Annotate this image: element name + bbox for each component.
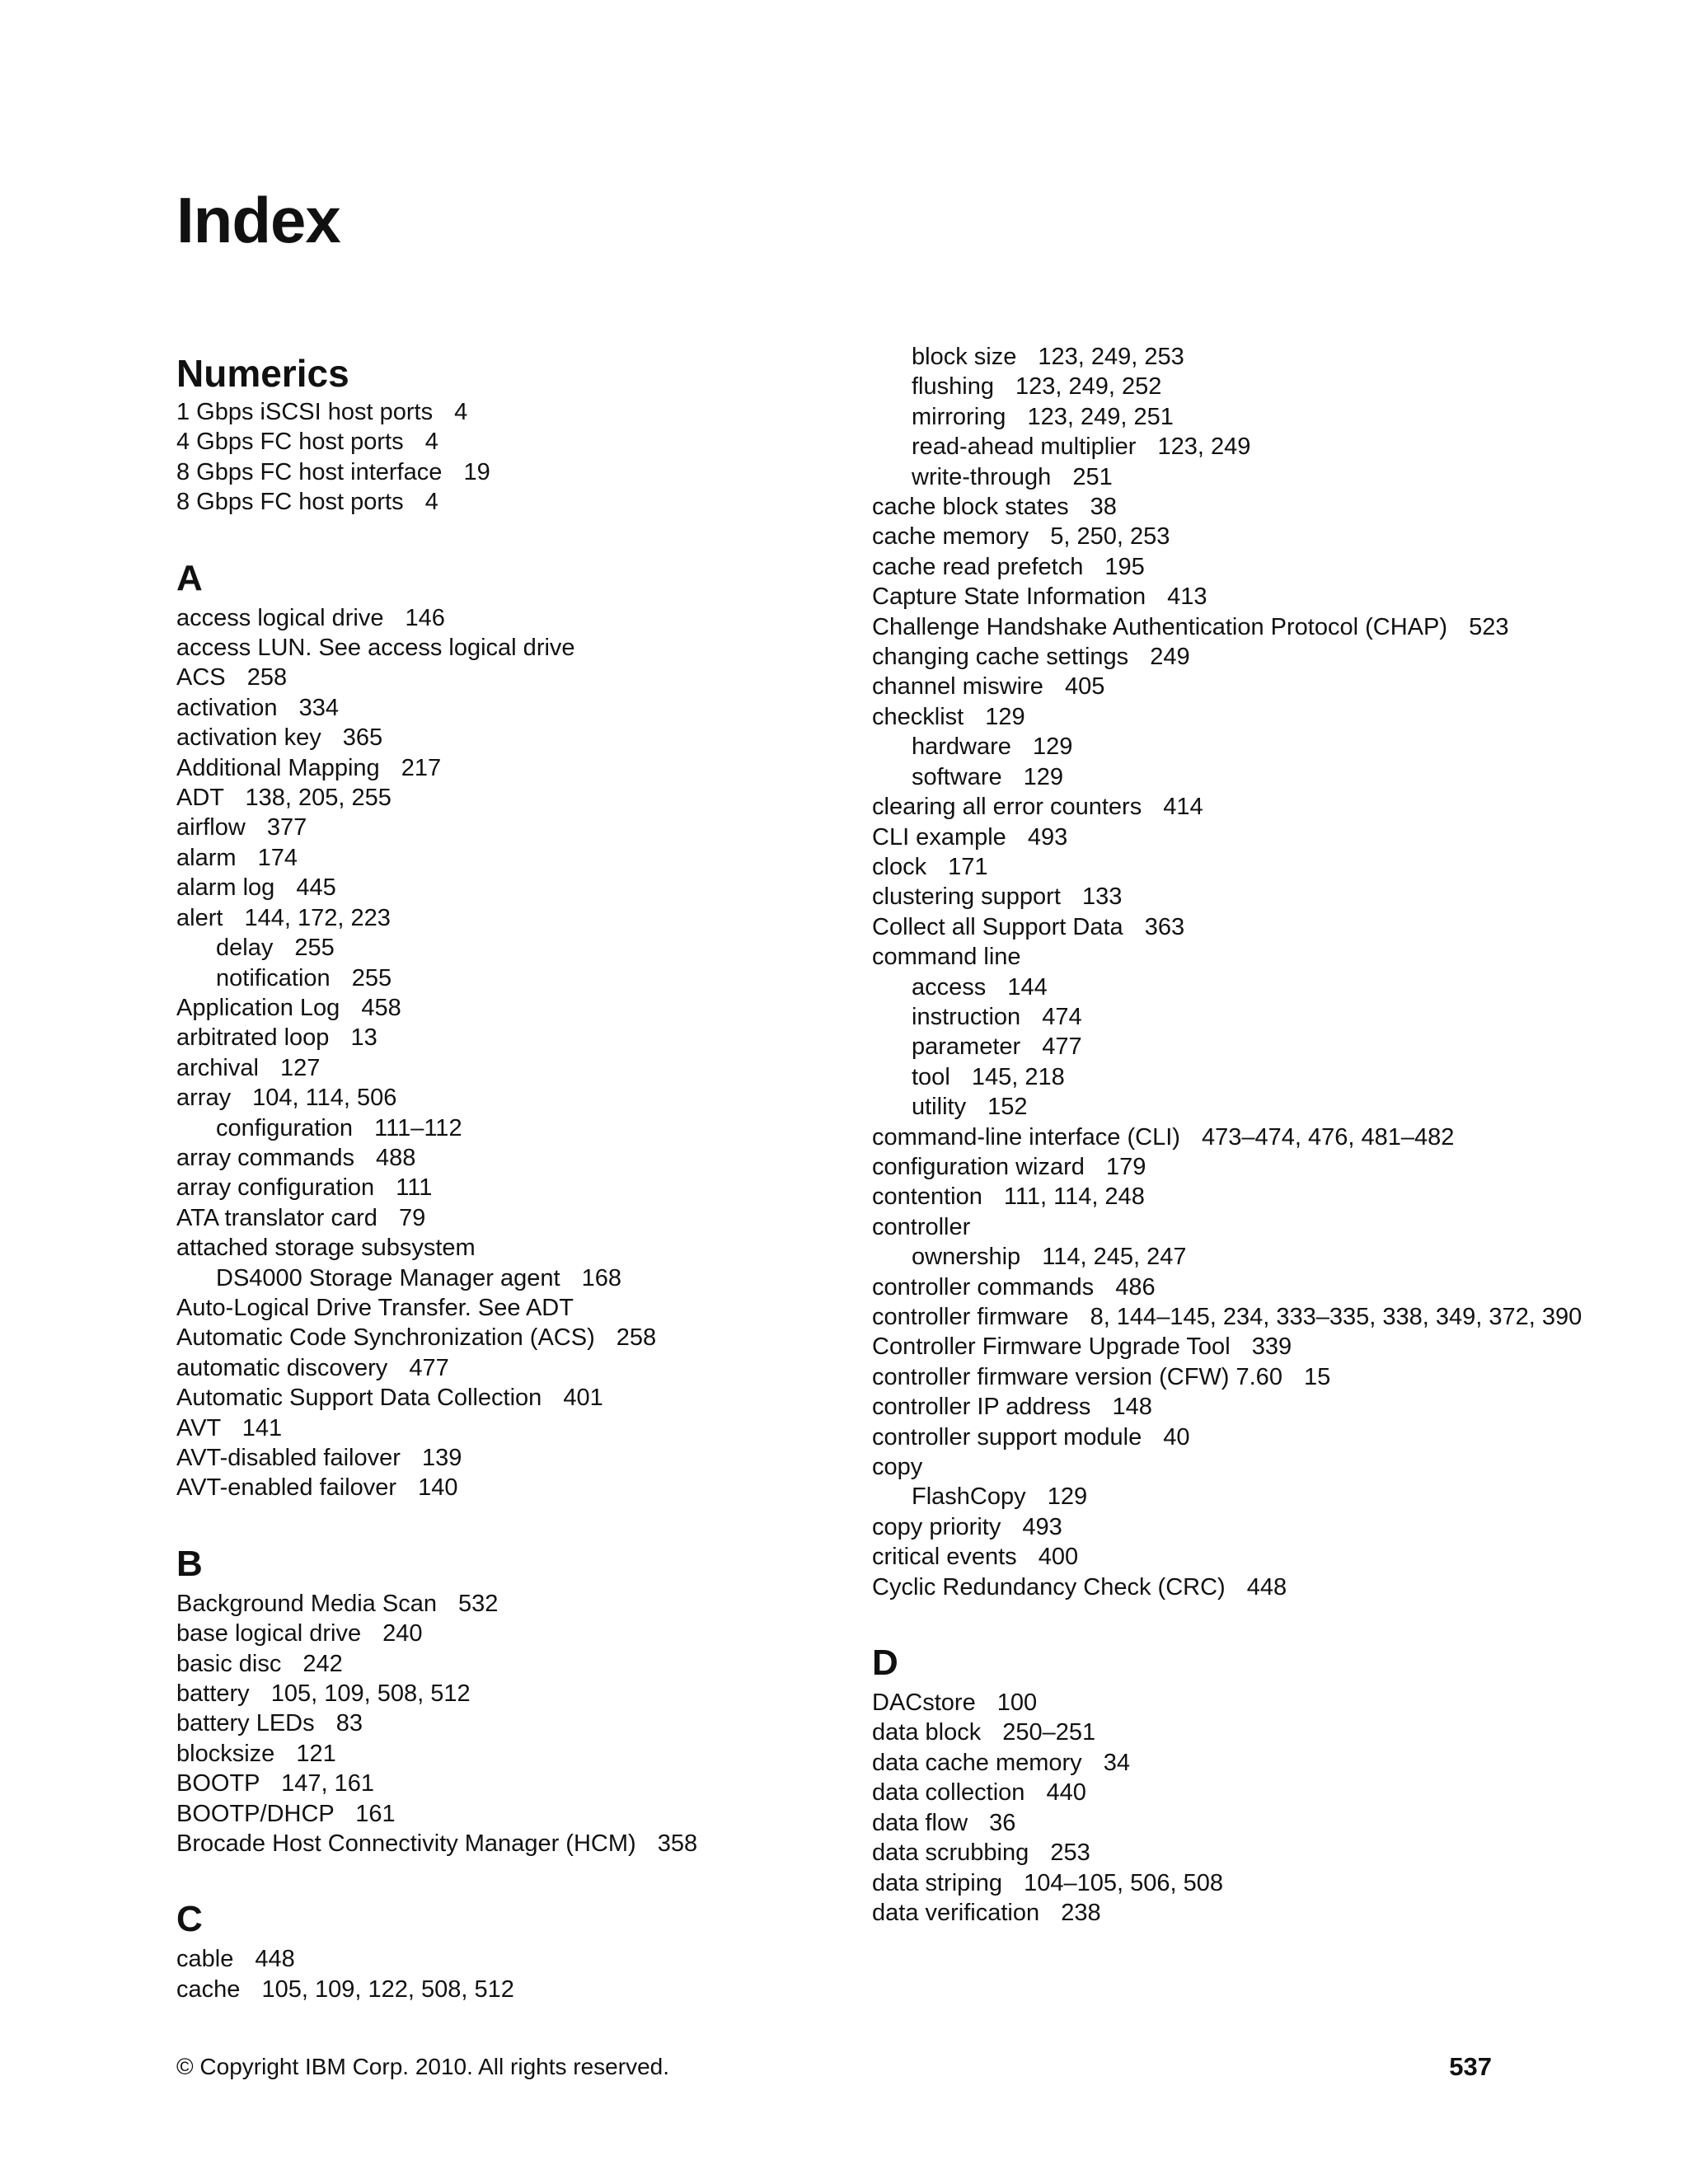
index-term: data block	[872, 1719, 982, 1746]
index-term: cache memory	[872, 523, 1029, 551]
index-page-refs: 138, 205, 255	[245, 785, 392, 812]
index-entry	[872, 1152, 1614, 1182]
index-page-refs: 79	[398, 1204, 426, 1231]
index-section	[176, 1543, 836, 1859]
index-term: configuration	[216, 1114, 354, 1141]
index-entry	[872, 1422, 1614, 1452]
index-term: Additional Mapping	[176, 754, 380, 781]
index-page-refs: 258	[246, 664, 288, 691]
index-page-refs: 127	[280, 1054, 321, 1081]
index-term: AVT-enabled failover	[176, 1474, 397, 1502]
index-term: DACstore	[872, 1690, 976, 1717]
index-term: Capture State Information	[872, 583, 1146, 611]
index-page-refs: 147, 161	[281, 1770, 374, 1797]
index-subentry	[872, 402, 1614, 432]
index-page-refs: 83	[335, 1710, 363, 1737]
index-term: Cyclic Redundancy Check (CRC)	[872, 1573, 1226, 1601]
index-term: DS4000 Storage Manager agent	[216, 1264, 560, 1291]
index-entry	[872, 1572, 1614, 1602]
index-term: ACS	[176, 664, 226, 691]
index-entry	[872, 672, 1614, 701]
section-heading: A	[176, 557, 203, 598]
index-entry	[872, 882, 1614, 912]
index-term: alarm	[176, 844, 237, 871]
index-term: data collection	[872, 1779, 1025, 1807]
index-page-refs: 217	[401, 754, 442, 781]
index-entry	[176, 1023, 836, 1052]
index-subentry	[176, 963, 836, 993]
index-entry	[872, 702, 1614, 732]
index-subentry	[176, 1263, 836, 1293]
index-entry	[176, 1829, 836, 1858]
index-term: critical events	[872, 1544, 1017, 1571]
index-entry	[176, 1233, 836, 1263]
index-page-refs: 133	[1081, 883, 1123, 911]
index-term: mirroring	[912, 403, 1006, 430]
index-page-refs: 171	[948, 853, 988, 880]
index-page-refs: 168	[581, 1264, 622, 1291]
index-section	[872, 342, 1614, 1602]
index-term: AVT	[176, 1414, 221, 1441]
index-subentry	[872, 1242, 1614, 1272]
index-page-refs: 377	[266, 814, 307, 841]
index-term: write-through	[912, 463, 1052, 490]
index-entry	[176, 693, 836, 723]
index-subentry	[872, 972, 1614, 1002]
page-number: 537	[1449, 2052, 1492, 2081]
index-entry	[872, 1272, 1614, 1302]
index-term: utility	[912, 1094, 967, 1121]
index-entry	[176, 1739, 836, 1769]
index-page-refs: 477	[409, 1354, 449, 1381]
index-page-refs: 105, 109, 508, 512	[270, 1680, 471, 1708]
index-subentry	[872, 462, 1614, 492]
index-page-refs: 195	[1104, 553, 1145, 580]
index-subentry	[872, 1032, 1614, 1062]
index-page-refs: 15	[1304, 1363, 1331, 1390]
index-entry	[176, 1799, 836, 1829]
index-page-refs: 40	[1163, 1423, 1190, 1451]
index-page-refs: 129	[985, 703, 1025, 730]
index-term: access logical drive	[176, 604, 384, 631]
index-entry	[176, 1353, 836, 1383]
index-page-refs: 365	[342, 724, 383, 752]
index-entry	[872, 1122, 1614, 1152]
index-entry	[176, 813, 836, 842]
index-page-refs: 440	[1046, 1779, 1086, 1807]
index-entry	[872, 1778, 1614, 1807]
index-term: Brocade Host Connectivity Manager (HCM)	[176, 1830, 636, 1858]
index-term: Automatic Code Synchronization (ACS)	[176, 1324, 595, 1352]
index-term: copy	[872, 1454, 923, 1481]
index-subentry	[176, 1113, 836, 1143]
index-term: data cache memory	[872, 1749, 1082, 1776]
index-entry	[872, 1898, 1614, 1928]
index-subentry	[872, 1092, 1614, 1122]
index-subentry	[872, 372, 1614, 401]
index-page-refs: 100	[996, 1690, 1038, 1717]
index-entry	[872, 1748, 1614, 1778]
index-term: cable	[176, 1946, 234, 1973]
index-term: activation key	[176, 724, 321, 752]
index-section	[176, 557, 836, 1503]
index-entry	[872, 1212, 1614, 1242]
index-page-refs: 105, 109, 122, 508, 512	[261, 1975, 514, 2003]
index-entry	[872, 492, 1614, 522]
index-entry	[872, 612, 1614, 642]
section-heading: C	[176, 1899, 203, 1940]
index-page-refs: 523	[1469, 613, 1509, 640]
page-title: Index	[176, 184, 340, 256]
index-term: controller IP address	[872, 1394, 1091, 1421]
index-entry	[176, 603, 836, 633]
index-page-refs: 114, 245, 247	[1042, 1244, 1187, 1271]
index-page-refs: 4	[424, 489, 438, 516]
index-page-refs: 13	[350, 1024, 377, 1052]
index-term: command-line interface (CLI)	[872, 1123, 1180, 1151]
index-term: FlashCopy	[912, 1483, 1026, 1511]
index-term: alarm log	[176, 874, 275, 902]
index-page-refs: 129	[1047, 1483, 1088, 1511]
index-term: Background Media Scan	[176, 1590, 437, 1617]
index-entry	[872, 1302, 1614, 1332]
index-page-refs: 111, 114, 248	[1003, 1183, 1145, 1211]
index-term: data striping	[872, 1869, 1002, 1896]
index-entry	[176, 663, 836, 692]
index-entry	[872, 1452, 1614, 1482]
index-section	[872, 1645, 1614, 1928]
index-page-refs: 4	[454, 399, 468, 425]
index-term: block size	[912, 344, 1017, 370]
index-term: clearing all error counters	[872, 794, 1142, 821]
index-entry	[176, 457, 836, 487]
index-term: clustering support	[872, 883, 1061, 911]
index-term: alert	[176, 904, 223, 931]
index-term: copy priority	[872, 1513, 1001, 1540]
index-page-refs: 448	[1246, 1573, 1287, 1601]
index-entry	[176, 1203, 836, 1233]
index-entry	[176, 1083, 836, 1113]
index-term: cache block states	[872, 494, 1069, 521]
index-entry	[176, 487, 836, 517]
section-heading: B	[176, 1543, 203, 1584]
index-term: controller commands	[872, 1273, 1095, 1301]
index-term: automatic discovery	[176, 1354, 388, 1381]
index-term: Challenge Handshake Authentication Protocol (CHAP)	[872, 613, 1448, 640]
index-entry	[176, 427, 836, 457]
index-page-refs: 144, 172, 223	[244, 904, 391, 931]
index-subentry	[176, 933, 836, 963]
index-term: cache read prefetch	[872, 553, 1084, 580]
index-term: parameter	[912, 1033, 1021, 1061]
index-entry	[176, 873, 836, 902]
index-entry	[872, 1362, 1614, 1392]
index-term: array commands	[176, 1144, 354, 1171]
index-term: controller support module	[872, 1423, 1142, 1451]
index-term: BOOTP	[176, 1770, 260, 1797]
index-entry	[176, 1769, 836, 1798]
index-page-refs: 123, 249, 251	[1027, 403, 1174, 430]
index-term: controller	[872, 1213, 971, 1240]
index-entry	[872, 1868, 1614, 1898]
section-heading: Numerics	[176, 352, 349, 395]
index-page-refs: 414	[1163, 794, 1203, 821]
index-entry	[872, 582, 1614, 612]
index-subentry	[872, 342, 1614, 372]
index-page-refs: 255	[294, 935, 335, 962]
index-term: blocksize	[176, 1740, 275, 1767]
index-term: battery LEDs	[176, 1710, 315, 1737]
index-page-refs: 140	[418, 1474, 458, 1502]
index-page-refs: 249	[1150, 644, 1190, 671]
index-term: 1 Gbps iSCSI host ports	[176, 399, 434, 425]
index-page-refs: 445	[296, 874, 336, 902]
index-page-refs: 488	[376, 1144, 416, 1171]
index-term: array configuration	[176, 1174, 375, 1202]
index-term: access	[912, 973, 987, 1001]
index-term: basic disc	[176, 1650, 282, 1677]
index-page-refs: 38	[1090, 494, 1117, 521]
index-term: instruction	[912, 1003, 1021, 1030]
index-entry	[176, 1053, 836, 1083]
index-page-refs: 240	[382, 1620, 423, 1647]
index-term: data flow	[872, 1809, 968, 1836]
index-page-refs: 8, 144–145, 234, 333–335, 338, 349, 372, 390	[1090, 1304, 1582, 1330]
index-term: changing cache settings	[872, 644, 1129, 671]
index-page-refs: 251	[1072, 463, 1113, 490]
index-entry	[176, 723, 836, 752]
index-entry	[176, 1173, 836, 1202]
index-page-refs: 179	[1105, 1153, 1146, 1180]
index-page-refs: 161	[355, 1800, 396, 1827]
index-page-refs: 148	[1112, 1394, 1152, 1421]
index-term: command line	[872, 944, 1021, 971]
index-page-refs: 145, 218	[971, 1063, 1065, 1090]
index-page-refs: 111–112	[374, 1114, 462, 1141]
index-entry	[176, 1708, 836, 1738]
index-entry	[176, 1473, 836, 1502]
index-page-refs: 123, 249	[1157, 434, 1251, 461]
index-page-refs: 448	[255, 1946, 295, 1973]
index-page-refs: 242	[302, 1650, 343, 1677]
index-term: ATA translator card	[176, 1204, 377, 1231]
index-term: AVT-disabled failover	[176, 1445, 401, 1471]
index-subentry	[872, 1482, 1614, 1511]
index-page-refs: 34	[1103, 1749, 1130, 1776]
index-page-refs: 238	[1061, 1899, 1101, 1926]
index-term: data verification	[872, 1899, 1040, 1926]
index-page-refs: 123, 249, 252	[1015, 373, 1162, 401]
index-page-refs: 152	[987, 1094, 1028, 1121]
index-term: Application Log	[176, 994, 340, 1021]
index-page-refs: 255	[351, 964, 392, 991]
index-page-refs: 358	[657, 1830, 698, 1858]
index-term: 8 Gbps FC host ports	[176, 489, 404, 516]
index-entry	[872, 522, 1614, 551]
index-entry	[872, 823, 1614, 852]
index-term: 8 Gbps FC host interface	[176, 458, 443, 485]
index-page-refs: 129	[1023, 763, 1064, 790]
index-page-refs: 19	[463, 458, 490, 485]
index-page-refs: 146	[405, 604, 445, 631]
index-page-refs: 253	[1050, 1840, 1090, 1867]
index-entry	[176, 753, 836, 783]
index-entry	[872, 1332, 1614, 1361]
index-page-refs: 144	[1007, 973, 1048, 1001]
index-column-left	[176, 354, 836, 2047]
index-entry	[176, 397, 836, 427]
index-page-refs: 477	[1042, 1033, 1082, 1061]
index-page-refs: 458	[361, 994, 401, 1021]
index-term: BOOTP/DHCP	[176, 1800, 335, 1827]
index-page-refs: 104, 114, 506	[252, 1085, 397, 1112]
index-section	[176, 354, 836, 518]
index-term: access LUN. See access logical drive	[176, 635, 575, 662]
index-entry	[176, 1293, 836, 1323]
index-term: delay	[216, 935, 274, 962]
index-page-refs: 339	[1251, 1333, 1292, 1361]
index-term: software	[912, 763, 1002, 790]
index-page-refs: 129	[1032, 733, 1073, 761]
index-entry	[176, 1143, 836, 1173]
index-term: controller firmware	[872, 1304, 1069, 1330]
index-entry	[176, 1649, 836, 1679]
index-entry	[176, 903, 836, 933]
index-entry	[176, 1679, 836, 1708]
index-term: hardware	[912, 733, 1011, 761]
index-term: Automatic Support Data Collection	[176, 1385, 542, 1412]
index-page-refs: 141	[241, 1414, 283, 1441]
index-page-refs: 405	[1064, 673, 1105, 701]
index-entry	[176, 1383, 836, 1413]
index-page-refs: 36	[989, 1809, 1016, 1836]
index-term: tool	[912, 1063, 950, 1090]
index-term: configuration wizard	[872, 1153, 1085, 1180]
index-subentry	[872, 432, 1614, 462]
index-term: ADT	[176, 785, 224, 812]
index-section	[176, 1901, 836, 2004]
index-term: CLI example	[872, 823, 1006, 851]
index-page-refs: 139	[421, 1445, 462, 1471]
index-entry	[872, 1688, 1614, 1718]
index-term: contention	[872, 1183, 982, 1211]
index-page-refs: 334	[298, 694, 339, 721]
index-entry	[872, 912, 1614, 942]
index-entry	[872, 1718, 1614, 1747]
index-page-refs: 111	[396, 1174, 433, 1202]
index-page-refs: 400	[1038, 1544, 1079, 1571]
index-term: data scrubbing	[872, 1840, 1029, 1867]
index-term: flushing	[912, 373, 994, 401]
index-term: battery	[176, 1680, 250, 1708]
index-page-refs: 474	[1042, 1003, 1082, 1030]
index-page-refs: 486	[1115, 1273, 1156, 1301]
index-entry	[176, 1589, 836, 1619]
index-page-refs: 258	[616, 1324, 657, 1352]
index-entry	[176, 1323, 836, 1352]
section-heading: D	[872, 1643, 898, 1684]
index-term: read-ahead multiplier	[912, 434, 1137, 461]
index-page-refs: 493	[1022, 1513, 1062, 1540]
index-entry	[176, 1443, 836, 1473]
index-entry	[176, 783, 836, 813]
index-term: airflow	[176, 814, 246, 841]
index-entry	[176, 993, 836, 1023]
index-page-refs: 121	[296, 1740, 336, 1767]
index-term: archival	[176, 1054, 259, 1081]
index-page-refs: 473–474, 476, 481–482	[1201, 1123, 1455, 1151]
index-term: channel miswire	[872, 673, 1043, 701]
index-page-refs: 123, 249, 253	[1038, 344, 1184, 370]
index-entry	[872, 852, 1614, 882]
index-page-refs: 493	[1027, 823, 1068, 851]
index-term: cache	[176, 1975, 241, 2003]
index-entry	[176, 633, 836, 663]
index-term: activation	[176, 694, 278, 721]
index-entry	[872, 1512, 1614, 1542]
index-page-refs: 363	[1144, 913, 1185, 940]
index-column-right	[872, 342, 1614, 1971]
index-page-refs: 104–105, 506, 508	[1024, 1869, 1223, 1896]
index-term: 4 Gbps FC host ports	[176, 429, 404, 456]
index-page-refs: 174	[257, 844, 298, 871]
index-term: checklist	[872, 703, 964, 730]
copyright-notice: © Copyright IBM Corp. 2010. All rights reserved.	[176, 2054, 669, 2079]
index-term: ownership	[912, 1244, 1021, 1271]
index-term: base logical drive	[176, 1620, 362, 1647]
index-term: clock	[872, 853, 927, 880]
index-entry	[176, 1944, 836, 1974]
index-subentry	[872, 1002, 1614, 1032]
index-page-refs: 250–251	[1002, 1719, 1096, 1746]
index-entry	[872, 552, 1614, 582]
index-entry	[872, 1182, 1614, 1212]
index-page-refs: 401	[563, 1385, 603, 1412]
index-entry	[872, 642, 1614, 672]
index-page-refs: 532	[458, 1590, 499, 1617]
index-page-refs: 5, 250, 253	[1050, 523, 1170, 551]
index-entry	[872, 1838, 1614, 1868]
index-entry	[176, 843, 836, 873]
index-entry	[872, 1808, 1614, 1838]
index-subentry	[872, 732, 1614, 762]
index-term: Controller Firmware Upgrade Tool	[872, 1333, 1231, 1361]
index-entry	[176, 1619, 836, 1648]
index-entry	[872, 1542, 1614, 1572]
index-entry	[872, 792, 1614, 822]
index-entry	[176, 1413, 836, 1443]
index-term: Auto-Logical Drive Transfer. See ADT	[176, 1294, 574, 1321]
index-subentry	[872, 762, 1614, 792]
index-term: attached storage subsystem	[176, 1235, 476, 1262]
index-term: Collect all Support Data	[872, 913, 1123, 940]
index-term: array	[176, 1085, 232, 1112]
index-entry	[872, 1392, 1614, 1422]
index-term: controller firmware version (CFW) 7.60	[872, 1363, 1282, 1390]
index-entry	[176, 1975, 836, 2004]
index-term: notification	[216, 964, 331, 991]
index-page-refs: 413	[1167, 583, 1207, 611]
index-subentry	[872, 1062, 1614, 1092]
index-page-refs: 4	[424, 429, 438, 456]
index-term: arbitrated loop	[176, 1024, 330, 1052]
index-entry	[872, 942, 1614, 972]
